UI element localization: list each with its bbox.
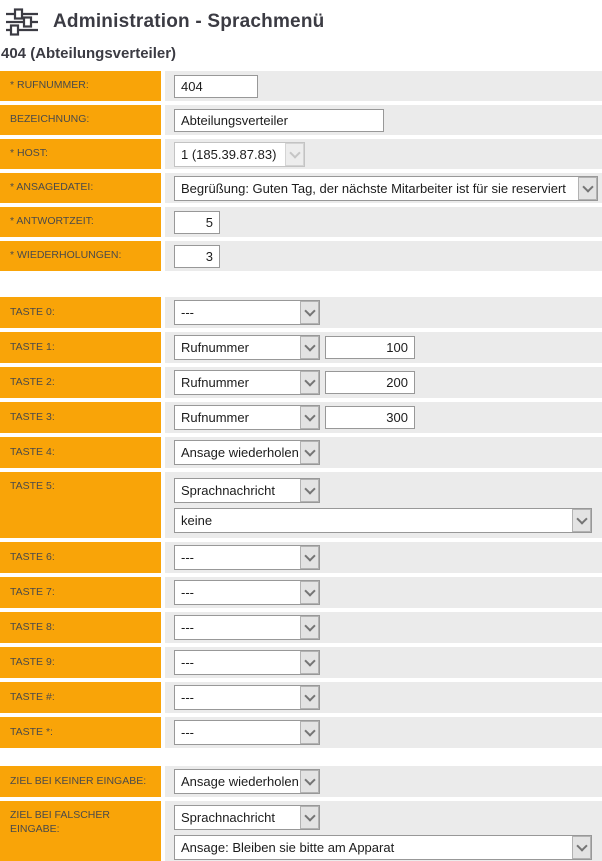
entity-subtitle: 404 (Abteilungsverteiler) bbox=[1, 45, 177, 62]
taste-1-number-input[interactable] bbox=[325, 336, 415, 359]
row-taste-9 bbox=[0, 647, 602, 678]
taste-hash-action-select[interactable] bbox=[174, 685, 320, 710]
row-taste-2 bbox=[0, 367, 602, 398]
select-value: Rufnummer bbox=[181, 375, 249, 390]
chevron-down-icon bbox=[300, 721, 319, 744]
wiederholungen-label: * WIEDERHOLUNGEN: bbox=[0, 241, 161, 271]
chevron-down-icon bbox=[300, 616, 319, 639]
select-value: keine bbox=[181, 512, 213, 528]
taste-2-number-input[interactable] bbox=[325, 371, 415, 394]
ansagedatei-select-value: Begrüßung: Guten Tag, der nächste Mitarbeiter ist für sie reserviert bbox=[181, 180, 566, 196]
select-value: --- bbox=[181, 655, 194, 670]
select-value: --- bbox=[181, 585, 194, 600]
chevron-down-icon bbox=[300, 441, 319, 464]
ziel-falsche-eingabe-action-select[interactable] bbox=[174, 805, 320, 830]
bezeichnung-input[interactable] bbox=[174, 109, 384, 132]
ziel-falsche-eingabe-label: ZIEL BEI FALSCHER EINGABE: bbox=[0, 801, 161, 861]
targets-section bbox=[0, 766, 602, 861]
select-value: Rufnummer bbox=[181, 340, 249, 355]
keys-section bbox=[0, 297, 602, 748]
select-value: Ansage: Bleiben sie bitte am Apparat bbox=[181, 839, 395, 855]
row-taste-8 bbox=[0, 612, 602, 643]
ziel-keine-eingabe-select[interactable] bbox=[174, 769, 320, 794]
chevron-down-icon bbox=[300, 546, 319, 569]
host-select bbox=[174, 142, 305, 167]
select-value: --- bbox=[181, 690, 194, 705]
page-title: Administration - Sprachmenü bbox=[53, 11, 325, 32]
row-taste-0 bbox=[0, 297, 602, 328]
taste-5-target-select[interactable] bbox=[174, 508, 592, 533]
chevron-down-icon bbox=[300, 686, 319, 709]
chevron-down-icon bbox=[300, 581, 319, 604]
chevron-down-icon bbox=[572, 836, 591, 859]
row-wiederholungen bbox=[0, 241, 602, 271]
ziel-keine-eingabe-label: ZIEL BEI KEINER EINGABE: bbox=[0, 766, 161, 797]
taste-2-label: TASTE 2: bbox=[0, 367, 161, 398]
rufnummer-label: * RUFNUMMER: bbox=[0, 71, 161, 101]
row-taste-star bbox=[0, 717, 602, 748]
taste-3-number-input[interactable] bbox=[325, 406, 415, 429]
taste-6-action-select[interactable] bbox=[174, 545, 320, 570]
taste-star-label: TASTE *: bbox=[0, 717, 161, 748]
row-taste-5 bbox=[0, 472, 602, 538]
row-rufnummer bbox=[0, 71, 602, 101]
chevron-down-icon bbox=[285, 143, 304, 166]
chevron-down-icon bbox=[300, 651, 319, 674]
rufnummer-input[interactable] bbox=[174, 75, 258, 98]
select-value: --- bbox=[181, 725, 194, 740]
antwortzeit-label: * ANTWORTZEIT: bbox=[0, 207, 161, 237]
taste-5-action-select[interactable] bbox=[174, 478, 320, 503]
page-header bbox=[0, 0, 602, 37]
select-value: --- bbox=[181, 620, 194, 635]
row-taste-hash bbox=[0, 682, 602, 713]
chevron-down-icon bbox=[578, 177, 597, 200]
row-taste-4 bbox=[0, 437, 602, 468]
ansagedatei-select[interactable] bbox=[174, 176, 598, 201]
row-host bbox=[0, 139, 602, 169]
select-value: Rufnummer bbox=[181, 410, 249, 425]
row-taste-3 bbox=[0, 402, 602, 433]
select-value: --- bbox=[181, 550, 194, 565]
wiederholungen-input[interactable] bbox=[174, 245, 220, 268]
row-taste-7 bbox=[0, 577, 602, 608]
chevron-down-icon bbox=[300, 806, 319, 829]
select-value: --- bbox=[181, 305, 194, 320]
taste-9-action-select[interactable] bbox=[174, 650, 320, 675]
bezeichnung-label: BEZEICHNUNG: bbox=[0, 105, 161, 135]
row-ziel-falsche-eingabe bbox=[0, 801, 602, 861]
chevron-down-icon bbox=[300, 301, 319, 324]
taste-5-label: TASTE 5: bbox=[0, 472, 161, 538]
host-label: * HOST: bbox=[0, 139, 161, 169]
taste-7-label: TASTE 7: bbox=[0, 577, 161, 608]
taste-3-label: TASTE 3: bbox=[0, 402, 161, 433]
chevron-down-icon bbox=[300, 406, 319, 429]
taste-0-label: TASTE 0: bbox=[0, 297, 161, 328]
taste-4-action-select[interactable] bbox=[174, 440, 320, 465]
taste-2-action-select[interactable] bbox=[174, 370, 320, 395]
select-value: Sprachnachricht bbox=[181, 482, 275, 498]
chevron-down-icon bbox=[300, 371, 319, 394]
taste-3-action-select[interactable] bbox=[174, 405, 320, 430]
taste-4-label: TASTE 4: bbox=[0, 437, 161, 468]
taste-hash-label: TASTE #: bbox=[0, 682, 161, 713]
taste-0-action-select[interactable] bbox=[174, 300, 320, 325]
chevron-down-icon bbox=[300, 479, 319, 502]
sliders-icon bbox=[5, 8, 39, 36]
row-antwortzeit bbox=[0, 207, 602, 237]
taste-9-label: TASTE 9: bbox=[0, 647, 161, 678]
row-ansagedatei bbox=[0, 173, 602, 203]
antwortzeit-input[interactable] bbox=[174, 211, 220, 234]
chevron-down-icon bbox=[572, 509, 591, 532]
chevron-down-icon bbox=[300, 336, 319, 359]
row-ziel-keine-eingabe bbox=[0, 766, 602, 797]
host-select-value: 1 (185.39.87.83) bbox=[181, 146, 277, 162]
taste-1-action-select[interactable] bbox=[174, 335, 320, 360]
row-taste-1 bbox=[0, 332, 602, 363]
taste-8-action-select[interactable] bbox=[174, 615, 320, 640]
voice-menu-form bbox=[0, 71, 602, 861]
select-value: Sprachnachricht bbox=[181, 809, 275, 825]
taste-8-label: TASTE 8: bbox=[0, 612, 161, 643]
taste-7-action-select[interactable] bbox=[174, 580, 320, 605]
select-value: Ansage wiederholen bbox=[181, 445, 299, 460]
select-value: Ansage wiederholen bbox=[181, 774, 299, 789]
row-bezeichnung bbox=[0, 105, 602, 135]
taste-star-action-select[interactable] bbox=[174, 720, 320, 745]
chevron-down-icon bbox=[300, 770, 319, 793]
ziel-falsche-eingabe-target-select[interactable] bbox=[174, 835, 592, 860]
row-taste-6 bbox=[0, 542, 602, 573]
taste-1-label: TASTE 1: bbox=[0, 332, 161, 363]
taste-6-label: TASTE 6: bbox=[0, 542, 161, 573]
ansagedatei-label: * ANSAGEDATEI: bbox=[0, 173, 161, 203]
